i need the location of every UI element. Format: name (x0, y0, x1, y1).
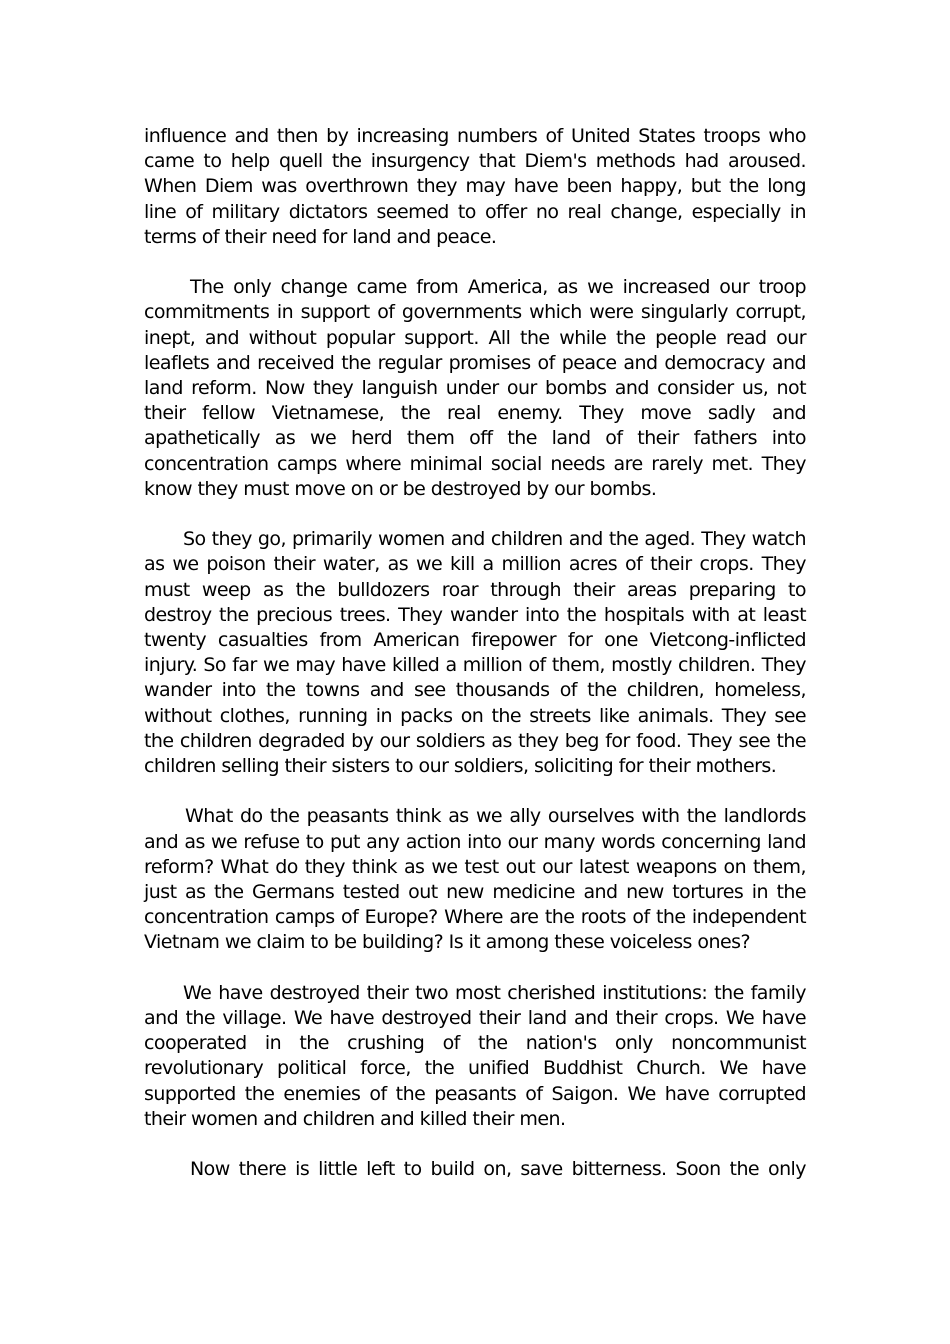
paragraph-2: The only change came from America, as we increased our troop commitments in support of governments which were singularly corrupt, inept, and without popular support. All the while the people read our leaflets and received the regular promises of peace and democracy and land reform. Now they languish under our bombs and consider us, not their fellow Vietnamese, the real enemy. They move sadly and apathetically as we herd them off the land of their fathers into concentration camps where minimal social needs are rarely met. They know they must move on or be destroyed by our bombs. (144, 276, 806, 500)
paragraph-4: What do the peasants think as we ally ourselves with the landlords and as we refuse to put any action into our many words concerning land reform? What do they think as we test out our latest weapons on them, just as the Germans tested out new medicine and new tortures in the concentration camps of Europe? Where are the roots of the independent Vietnam we claim to be building? Is it among these voiceless ones? (144, 805, 806, 954)
paragraph-6: Now there is little left to build on, save bitterness. Soon the only (190, 1158, 806, 1181)
document-page (144, 124, 806, 1208)
paragraph-3: So they go, primarily women and children and the aged. They watch as we poison their water, as we kill a million acres of their crops. They must weep as the bulldozers roar through their areas preparing to destroy the precious trees. They wander into the hospitals with at least twenty casualties from American firepower for one Vietcong-inflicted injury. So far we may have killed a million of them, mostly children. They wander into the towns and see thousands of the children, homeless, without clothes, running in packs on the streets like animals. They see the children degraded by our soldiers as they beg for food. They see the children selling their sisters to our soldiers, soliciting for their mothers. (144, 528, 806, 778)
paragraph-1: influence and then by increasing numbers of United States troops who came to help quell the insurgency that Diem's methods had aroused. When Diem was overthrown they may have been happy, but the long line of military dictators seemed to offer no real change, especially in terms of their need for land and peace. (144, 125, 806, 248)
paragraph-5: We have destroyed their two most cherished institutions: the family and the village. We have destroyed their land and their crops. We have cooperated in the crushing of the nation's only noncommunist revolutionary political force, the unified Buddhist Church. We have supported the enemies of the peasants of Saigon. We have corrupted their women and children and killed their men. (144, 981, 806, 1130)
